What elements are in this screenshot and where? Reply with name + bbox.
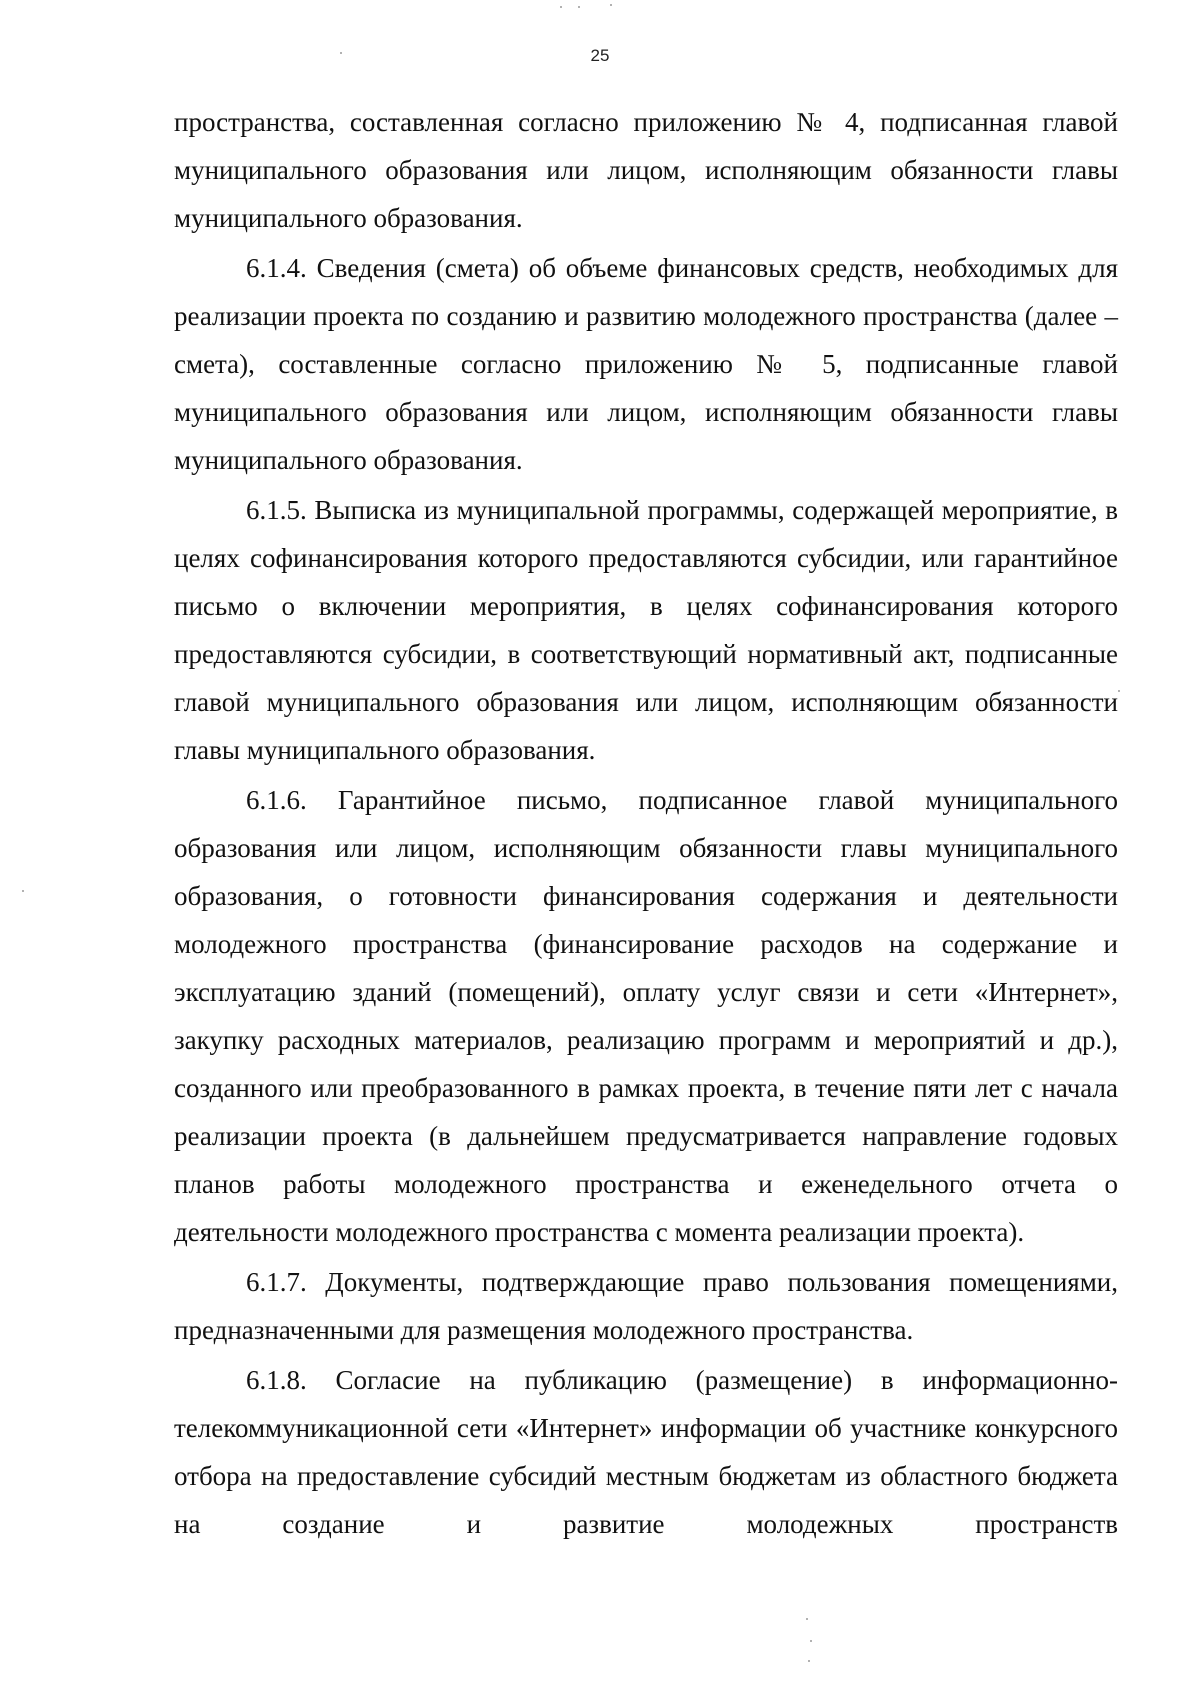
document-body xyxy=(174,98,1118,1550)
scan-speck xyxy=(340,52,342,54)
page-number: 25 xyxy=(590,46,610,65)
paragraph-6-1-5: 6.1.5. Выписка из муниципальной программы, содержащей мероприятие, в целях софинансирования которого предоставляются субсидии, или гарантийное письмо о включении мероприятия, в целях софинансирования которого предоставляются субсидии, в соответствующий нормативный акт, подписанные главой муниципального образования или лицом, исполняющим обязанности главы муниципального образования. xyxy=(174,495,1118,765)
scan-speck xyxy=(810,1640,812,1642)
scan-speck xyxy=(610,4,612,6)
paragraph-6-1-8: 6.1.8. Согласие на публикацию (размещение) в информационно-телекоммуникационной сети «Интернет» информации об участнике конкурсного отбора на предоставление субсидий местным бюджетам из областного бюджета на создание и развитие молодежных пространств xyxy=(174,1365,1118,1539)
scan-speck xyxy=(22,890,24,892)
paragraph-continuation: пространства, составленная согласно приложению № 4, подписанная главой муниципального образования или лицом, исполняющим обязанности главы муниципального образования. xyxy=(174,107,1118,233)
scan-speck xyxy=(578,6,580,8)
paragraph-6-1-4: 6.1.4. Сведения (смета) об объеме финансовых средств, необходимых для реализации проекта по созданию и развитию молодежного пространства (далее – смета), составленные согласно приложению № 5, подписанные главой муниципального образования или лицом, исполняющим обязанности главы муниципального образования. xyxy=(174,253,1118,475)
scan-speck xyxy=(1118,690,1120,692)
paragraph-6-1-7: 6.1.7. Документы, подтверждающие право пользования помещениями, предназначенными для размещения молодежного пространства. xyxy=(174,1267,1118,1345)
scan-speck xyxy=(560,6,562,8)
scan-speck xyxy=(808,1660,810,1662)
paragraph-6-1-6: 6.1.6. Гарантийное письмо, подписанное главой муниципального образования или лицом, исполняющим обязанности главы муниципального образования, о готовности финансирования содержания и деятельности молодежного пространства (финансирование расходов на содержание и эксплуатацию зданий (помещений), оплату услуг связи и сети «Интернет», закупку расходных материалов, реализацию программ и мероприятий и др.), созданного или преобразованного в рамках проекта, в течение пяти лет с начала реализации проекта (в дальнейшем предусматривается направление годовых планов работы молодежного пространства и еженедельного отчета о деятельности молодежного пространства с момента реализации проекта). xyxy=(174,785,1118,1247)
scan-speck xyxy=(806,1618,808,1620)
